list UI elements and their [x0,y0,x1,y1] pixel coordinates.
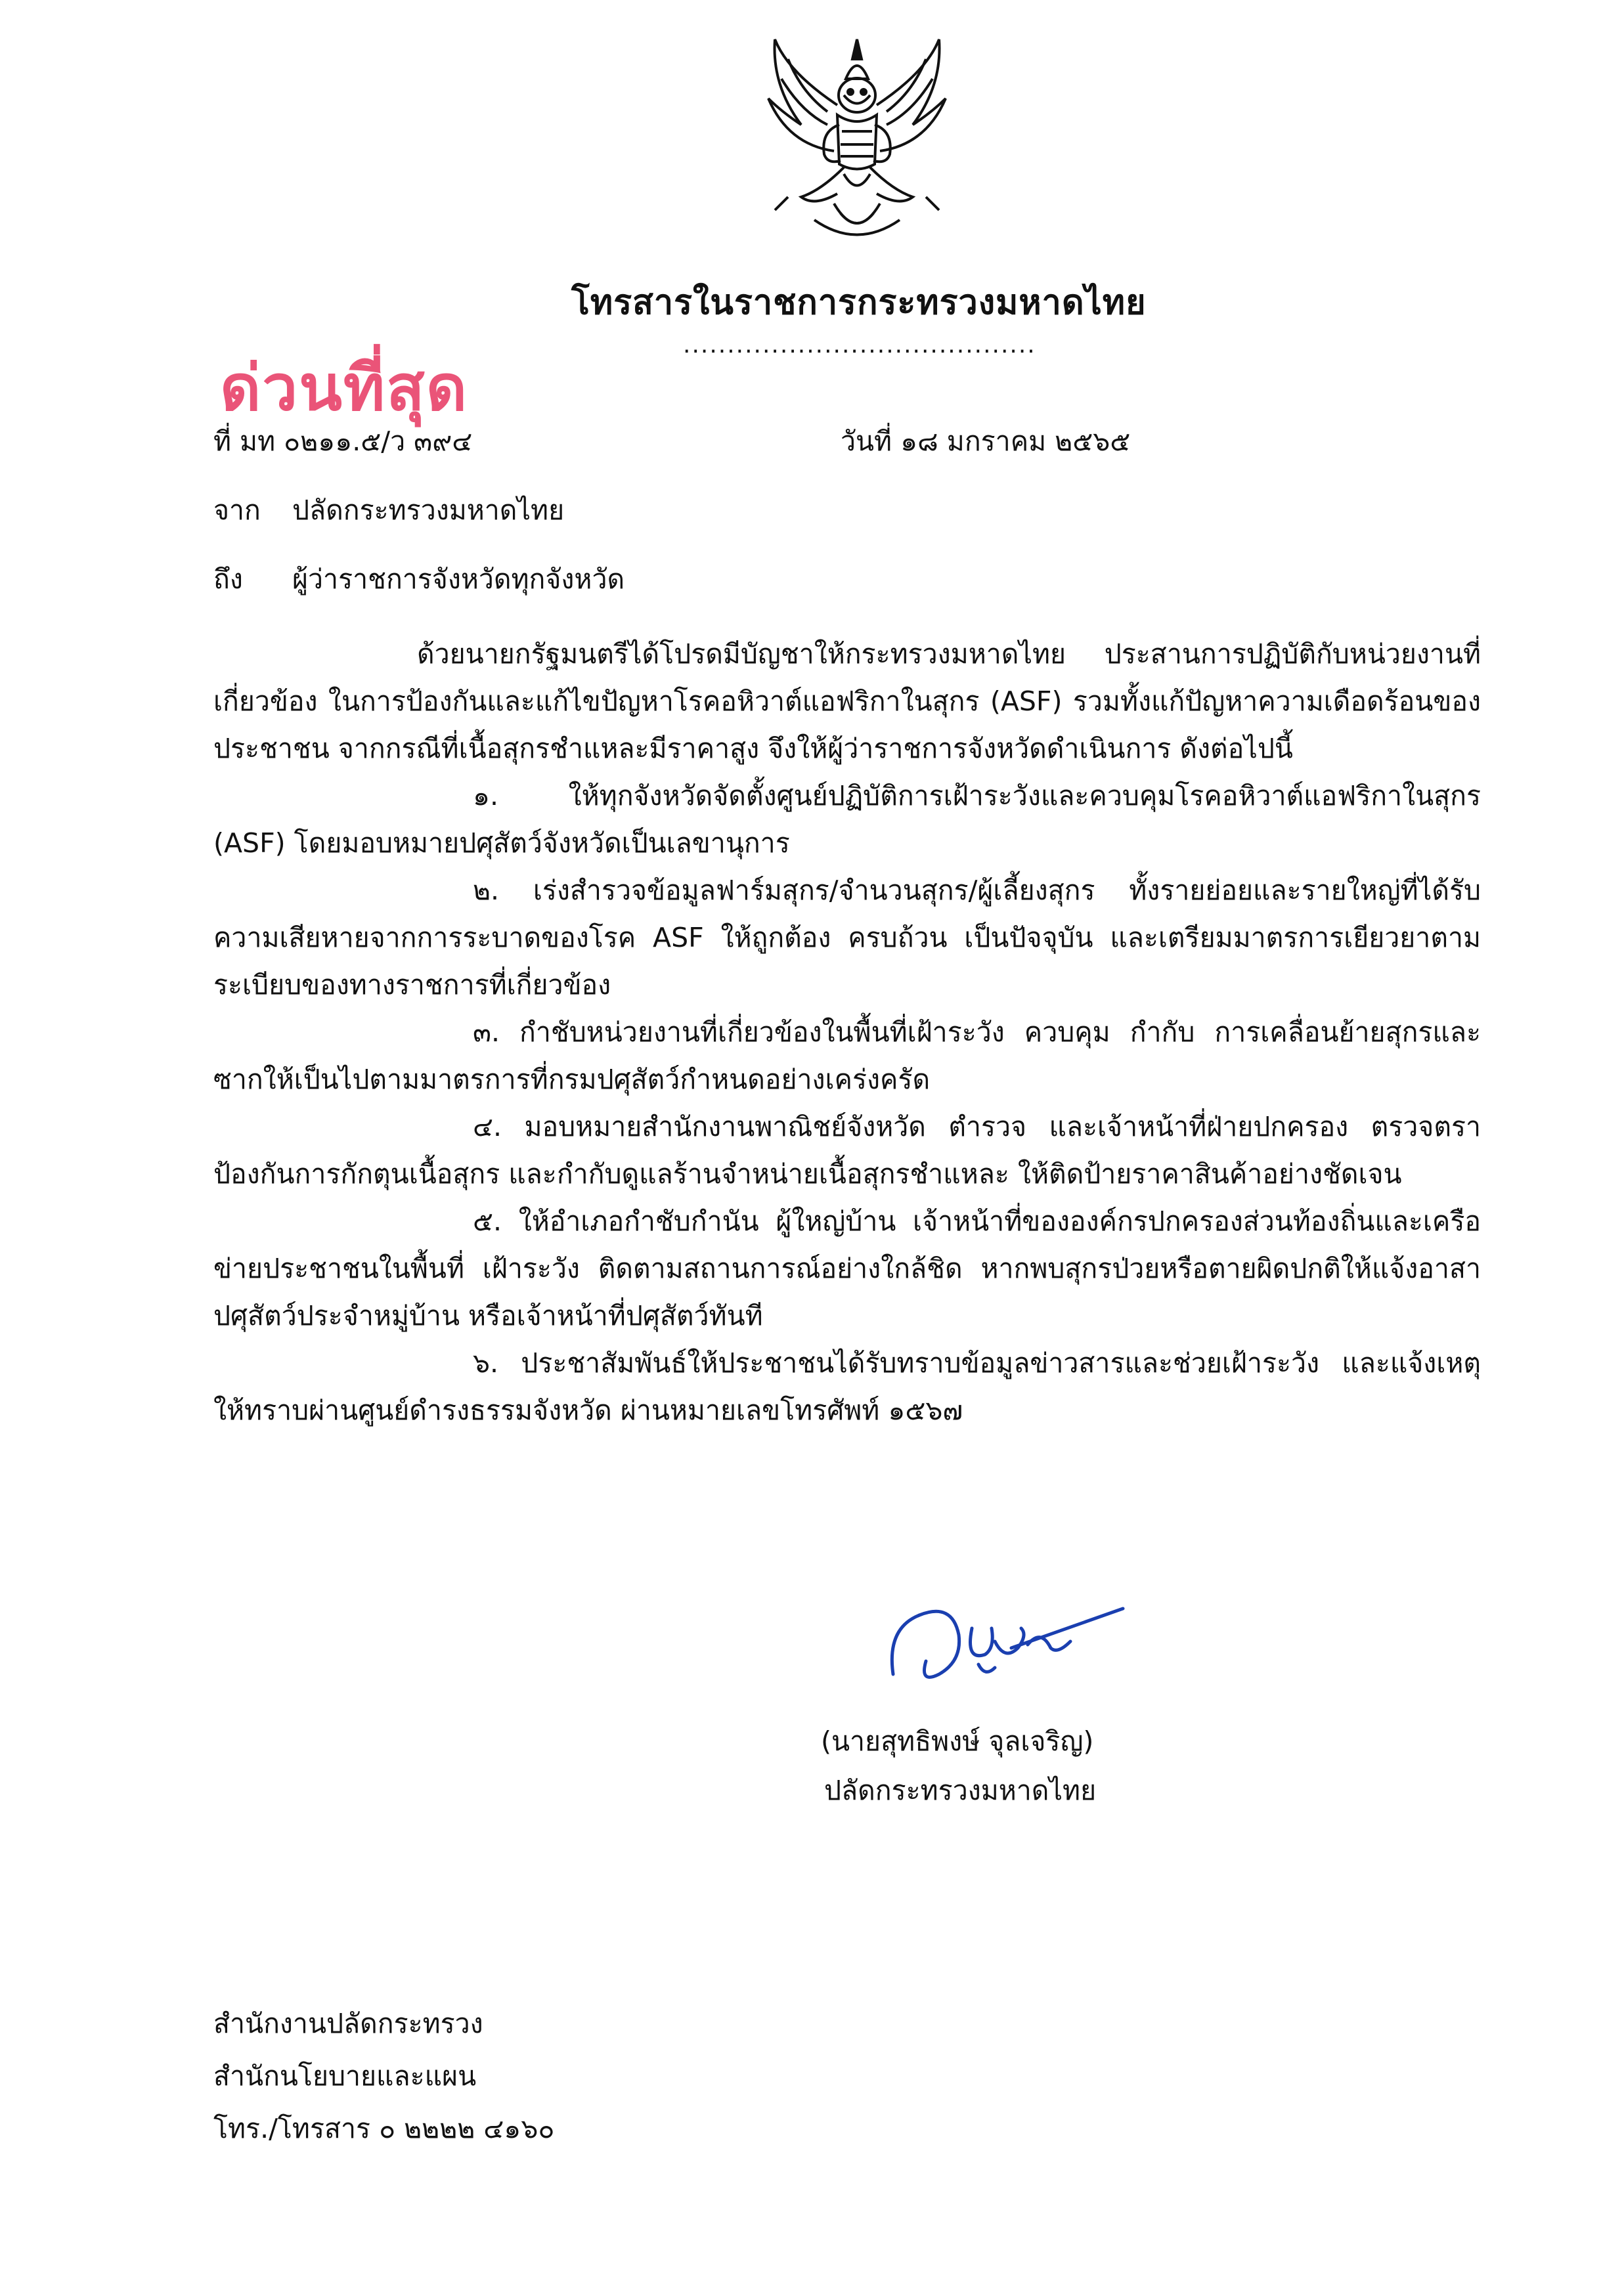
handwritten-signature [880,1589,1130,1700]
footer-office: สำนักงานปลัดกระทรวง [213,2008,483,2039]
list-item: ๔. มอบหมายสำนักงานพาณิชย์จังหวัด ตำรวจ และเจ้าหน้าที่ฝ่ายปกครอง ตรวจตราป้องกันการกักตุนเนื้อสุกร และกำกับดูแลร้านจำหน่ายเนื้อสุกรชำแหละ ให้ติดป้ายราคาสินค้าอย่างชัดเจน [213,1111,1481,1190]
intro-paragraph: ด้วยนายกรัฐมนตรีได้โปรดมีบัญชาให้กระทรวงมหาดไทย ประสานการปฏิบัติกับหน่วยงานที่เกี่ยวข้อง ในการป้องกันและแก้ไขปัญหาโรคอหิวาต์แอฟริกาในสุกร (ASF) รวมทั้งแก้ปัญหาความเดือดร้อนของประชาชน จากกรณีที่เนื้อสุกรชำแหละมีราคาสูง จึงให้ผู้ว่าราชการจังหวัดดำเนินการ ดังต่อไปนี้ [213,638,1481,764]
footer-phone: โทร./โทรสาร ๐ ๒๒๒๒ ๔๑๖๐ [213,2113,555,2144]
list-item: ๓. กำชับหน่วยงานที่เกี่ยวข้องในพื้นที่เฝ้าระวัง ควบคุม กำกับ การเคลื่อนย้ายสุกรและซากให้เป็นไปตามมาตรการที่กรมปศุสัตว์กำหนดอย่างเคร่งครัด [213,1016,1481,1095]
list-item: ๒. เร่งสำรวจข้อมูลฟาร์มสุกร/จำนวนสุกร/ผู้เลี้ยงสุกร ทั้งรายย่อยและรายใหญ่ที่ได้รับความเสียหายจากการระบาดของโรค ASF ให้ถูกต้อง ครบถ้วน เป็นปัจจุบัน และเตรียมมาตรการเยียวยาตามระเบียบของทางราชการที่เกี่ยวข้อง [213,875,1481,1001]
from-label: จาก [213,494,261,526]
garuda-emblem [762,33,952,249]
reference-number: ที่ มท ๐๒๑๑.๕/ว ๓๙๔ [213,425,473,457]
list-item: ๕. ให้อำเภอกำชับกำนัน ผู้ใหญ่บ้าน เจ้าหน้าที่ขององค์กรปกครองส่วนท้องถิ่นและเครือข่ายประชาชนในพื้นที่ เฝ้าระวัง ติดตามสถานการณ์อย่างใกล้ชิด หากพบสุกรป่วยหรือตายผิดปกติให้แจ้งอาสาปศุสัตว์ประจำหมู่บ้าน หรือเจ้าหน้าที่ปศุสัตว์ทันที [213,1205,1481,1332]
to-value: ผู้ว่าราชการจังหวัดทุกจังหวัด [292,563,625,595]
urgency-stamp: ด่วนที่สุด [220,351,469,425]
signatory-position: ปลัดกระทรวงมหาดไทย [824,1775,1097,1806]
document-title: โทรสารในราชการกระทรวงมหาดไทย [571,283,1147,322]
footer-division: สำนักนโยบายและแผน [213,2060,477,2092]
to-label: ถึง [213,563,243,595]
document-date: วันที่ ๑๘ มกราคม ๒๕๖๕ [841,425,1131,457]
list-item: ๑. ให้ทุกจังหวัดจัดตั้งศูนย์ปฏิบัติการเฝ้าระวังและควบคุมโรคอหิวาต์แอฟริกาในสุกร (ASF) โดยมอบหมายปศุสัตว์จังหวัดเป็นเลขานุการ [213,780,1481,859]
from-value: ปลัดกระทรวงมหาดไทย [292,494,565,526]
title-dotted-line: ........................................ [683,332,1036,358]
list-item: ๖. ประชาสัมพันธ์ให้ประชาชนได้รับทราบข้อมูลข่าวสารและช่วยเฝ้าระวัง และแจ้งเหตุให้ทราบผ่านศูนย์ดำรงธรรมจังหวัด ผ่านหมายเลขโทรศัพท์ ๑๕๖๗ [213,1347,1481,1426]
signatory-name: (นายสุทธิพงษ์ จุลเจริญ) [821,1725,1094,1757]
letter-body [213,630,1481,1434]
